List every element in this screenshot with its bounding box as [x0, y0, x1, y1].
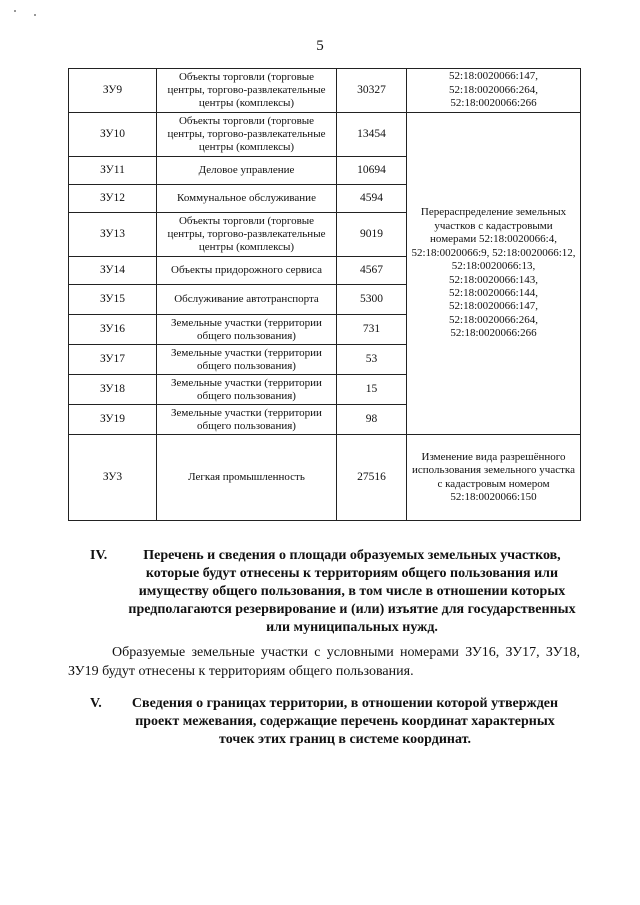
- plot-area: 10694: [337, 157, 407, 185]
- cadastral-note: 52:18:0020066:147, 52:18:0020066:264, 52:18:0020066:266: [407, 69, 581, 113]
- section-iv-title: Перечень и сведения о площади образуемых земельных участков, которые будут отнесены к территориям общего пользования или имуществу общего пользования, в том числе в отношении которых предполагаются резервирование и (или) изъятие для государственных или муниципальных нужд.: [128, 548, 576, 635]
- plot-area: 27516: [337, 435, 407, 521]
- section-iv-heading: [90, 547, 580, 635]
- plot-code: ЗУ9: [69, 69, 157, 113]
- section-v-number: V.: [90, 696, 102, 711]
- plot-area: 13454: [337, 113, 407, 157]
- plot-code: ЗУ11: [69, 157, 157, 185]
- permitted-use: Объекты торговли (торговые центры, торгово-развлекательные центры (комплексы): [157, 113, 337, 157]
- plot-area: 5300: [337, 285, 407, 315]
- section-iv-number: IV.: [90, 548, 108, 563]
- plot-code: ЗУ16: [69, 315, 157, 345]
- scan-speck: [14, 10, 16, 12]
- plot-code: ЗУ18: [69, 375, 157, 405]
- plot-area: 15: [337, 375, 407, 405]
- scan-speck: [34, 14, 36, 16]
- section-v-heading: [90, 695, 580, 755]
- permitted-use: Объекты торговли (торговые центры, торгово-развлекательные центры (комплексы): [157, 69, 337, 113]
- body-paragraph: Образуемые земельные участки с условными номерами ЗУ16, ЗУ17, ЗУ18, ЗУ19 будут отнесены к территориям общего пользования.: [68, 645, 580, 679]
- plot-code: ЗУ17: [69, 345, 157, 375]
- redistribution-note: Перераспределение земельных участков с кадастровыми номерами 52:18:0020066:4, 52:18:0020066:9, 52:18:0020066:12, 52:18:0020066:13, 52:18:0020066:143, 52:18:0020066:144, 52:18:0020066:147, 52:18:0020066:264, 52:18:0020066:266: [407, 113, 581, 435]
- permitted-use: Легкая промышленность: [157, 435, 337, 521]
- plot-area: 30327: [337, 69, 407, 113]
- permitted-use: Деловое управление: [157, 157, 337, 185]
- plot-code: ЗУ19: [69, 405, 157, 435]
- permitted-use: Земельные участки (территории общего пользования): [157, 315, 337, 345]
- permitted-use: Земельные участки (территории общего пользования): [157, 405, 337, 435]
- plot-code: ЗУ3: [69, 435, 157, 521]
- plot-area: 98: [337, 405, 407, 435]
- permitted-use: Земельные участки (территории общего пользования): [157, 375, 337, 405]
- plot-code: ЗУ13: [69, 213, 157, 257]
- section-v-title: Сведения о границах территории, в отношении которой утвержден проект межевания, содержащие перечень координат характерных точек этих границ в системе координат.: [131, 696, 559, 747]
- plot-area: 4567: [337, 257, 407, 285]
- land-plots-table: [68, 68, 581, 521]
- permitted-use: Земельные участки (территории общего пользования): [157, 345, 337, 375]
- plot-area: 4594: [337, 185, 407, 213]
- table-row: [69, 435, 581, 521]
- plot-code: ЗУ15: [69, 285, 157, 315]
- table-row: [69, 113, 581, 157]
- permitted-use: Обслуживание автотранспорта: [157, 285, 337, 315]
- permitted-use: Объекты торговли (торговые центры, торгово-развлекательные центры (комплексы): [157, 213, 337, 257]
- permitted-use: Коммунальное обслуживание: [157, 185, 337, 213]
- plot-code: ЗУ10: [69, 113, 157, 157]
- plot-code: ЗУ14: [69, 257, 157, 285]
- page-number: 5: [316, 38, 324, 54]
- plot-area: 731: [337, 315, 407, 345]
- plot-area: 53: [337, 345, 407, 375]
- permitted-use: Объекты придорожного сервиса: [157, 257, 337, 285]
- table-row: [69, 69, 581, 113]
- plot-area: 9019: [337, 213, 407, 257]
- use-change-note: Изменение вида разрешённого использования земельного участка с кадастровым номером 52:18:0020066:150: [407, 435, 581, 521]
- plot-code: ЗУ12: [69, 185, 157, 213]
